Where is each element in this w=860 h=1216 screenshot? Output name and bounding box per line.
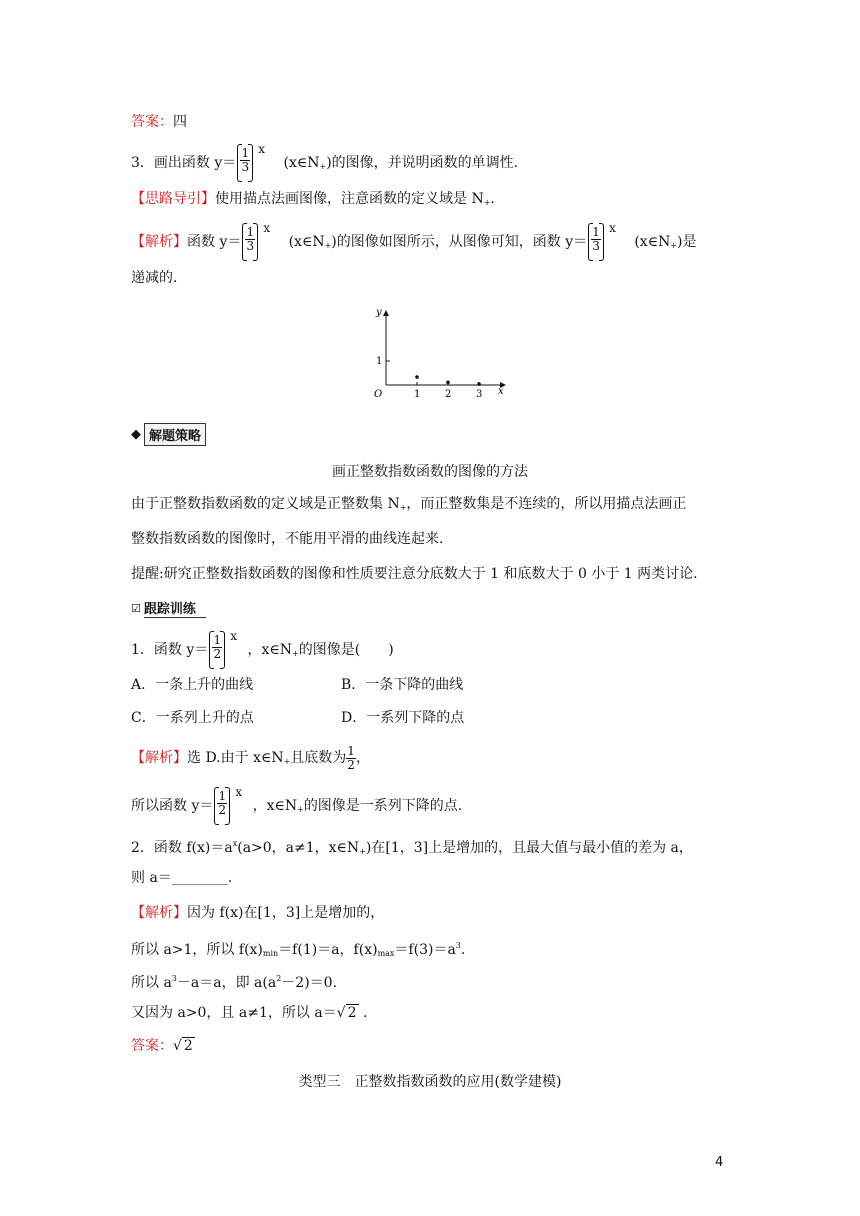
solution-3: 【解析】函数 y＝ $\frac{1}{3}$ x $(x\in N_+)$的图像如图所示，从图像可知，函数 y＝ $\frac{1}{3}$ x $(x\in N_+)$是 (131, 222, 697, 262)
hint-label: 【思路导引】 (131, 191, 215, 207)
x-axis-label: x (498, 386, 504, 397)
training-badge-label: 跟踪训练 (144, 598, 206, 618)
strategy-p1-line1: 由于正整数指数函数的定义域是正整数集 $N_+$，而正整数集是不连续的，所以用描点法画正 (131, 496, 687, 512)
x-tick-label: 1 (414, 389, 421, 400)
training-q2: 2．函数 $f(x)=a^x(a>0$，a≠1，$x\in N_+$)在[1，3]上是增加的，且最大值与最小值的差为 a， (131, 839, 693, 856)
origin-label: O (374, 389, 383, 400)
y-axis-label: y (376, 307, 382, 318)
training-solution-2-line3: 所以 $a^3-a=a$，即 $a(a^2-2)=0$. (131, 974, 338, 991)
strategy-reminder: 提醒:研究正整数指数函数的图像和性质要注意分底数大于 1 和底数大于 0 小于 1 两类讨论. (131, 566, 698, 582)
answer-label: 答案： (131, 114, 173, 130)
training-answer: 答案：√ 2 (131, 1038, 193, 1054)
y-tick-label: 1 (376, 356, 383, 367)
sqrt-symbol: √ 2 (336, 1005, 357, 1021)
training-solution-1: 【解析】选 D.由于 $x\in N_+$且底数为 $\frac{1}{2}$ ， (131, 743, 370, 772)
option-b: B．一条下降的曲线 (341, 677, 464, 693)
exponential-points-graph (360, 305, 520, 400)
option-a: A．一条上升的曲线 (131, 677, 254, 693)
training-solution-2: 【解析】因为 f(x)在[1，3]上是增加的， (131, 905, 385, 921)
exponent: x (258, 142, 266, 156)
question-3: 3．画出函数 y＝ $\frac{1}{3}$ x $(x\in N_+)$的图像，并说明函数的单调性． (131, 143, 528, 183)
solution-3-line2: 递减的. (131, 270, 178, 286)
option-d: D．一系列下降的点 (341, 710, 465, 726)
training-solution-2-line4: 又因为 a>0，且 a≠1，所以 a＝√ 2 . (131, 1005, 368, 1021)
x-tick-label: 2 (445, 389, 452, 400)
training-solution-1-line2: 所以函数 y＝ $\frac{1}{2}$ x ，$x\in N_+$的图像是一系列下降的点. (131, 786, 462, 826)
checkbox-icon: ☑ (131, 601, 141, 615)
strategy-title: 画正整数指数函数的图像的方法 (332, 464, 528, 480)
q3-prefix: 3．画出函数 y＝ (131, 155, 237, 171)
data-point (477, 382, 481, 386)
data-point (446, 381, 450, 385)
training-q1: 1．函数 y＝ $\frac{1}{2}$ x ，$x\in N_+$的图像是( ) (131, 630, 394, 670)
option-c: C．一系列上升的点 (131, 710, 254, 726)
strategy-badge (131, 423, 206, 446)
hint-line: 【思路导引】使用描点法画图像，注意函数的定义域是 $N_+$. (131, 191, 495, 207)
answer-value: 四 (173, 114, 187, 130)
solution-label: 【解析】 (131, 234, 187, 250)
base-paren: $\frac{1}{3}$ (237, 144, 253, 182)
x-tick-label: 3 (476, 389, 483, 400)
strategy-badge-label: 解题策略 (144, 423, 206, 446)
diamond-icon: ◆ (131, 427, 141, 442)
type3-heading: 类型三 正整数指数函数的应用(数学建模) (298, 1074, 562, 1090)
strategy-p1-line2: 整数指数函数的图像时，不能用平滑的曲线连起来. (131, 531, 444, 547)
training-q2-line2: 则 a＝________. (131, 870, 233, 886)
prev-answer (131, 112, 187, 132)
page-number: 4 (715, 1155, 724, 1170)
data-point (415, 375, 419, 379)
training-solution-2-line2: 所以 a>1，所以 $f(x)_{min}=f(1)=a$，$f(x)_{max}=f(3)=a^3$. (131, 941, 466, 958)
training-badge (131, 598, 206, 618)
half-fraction: $\frac{1}{2}$ (347, 743, 355, 772)
